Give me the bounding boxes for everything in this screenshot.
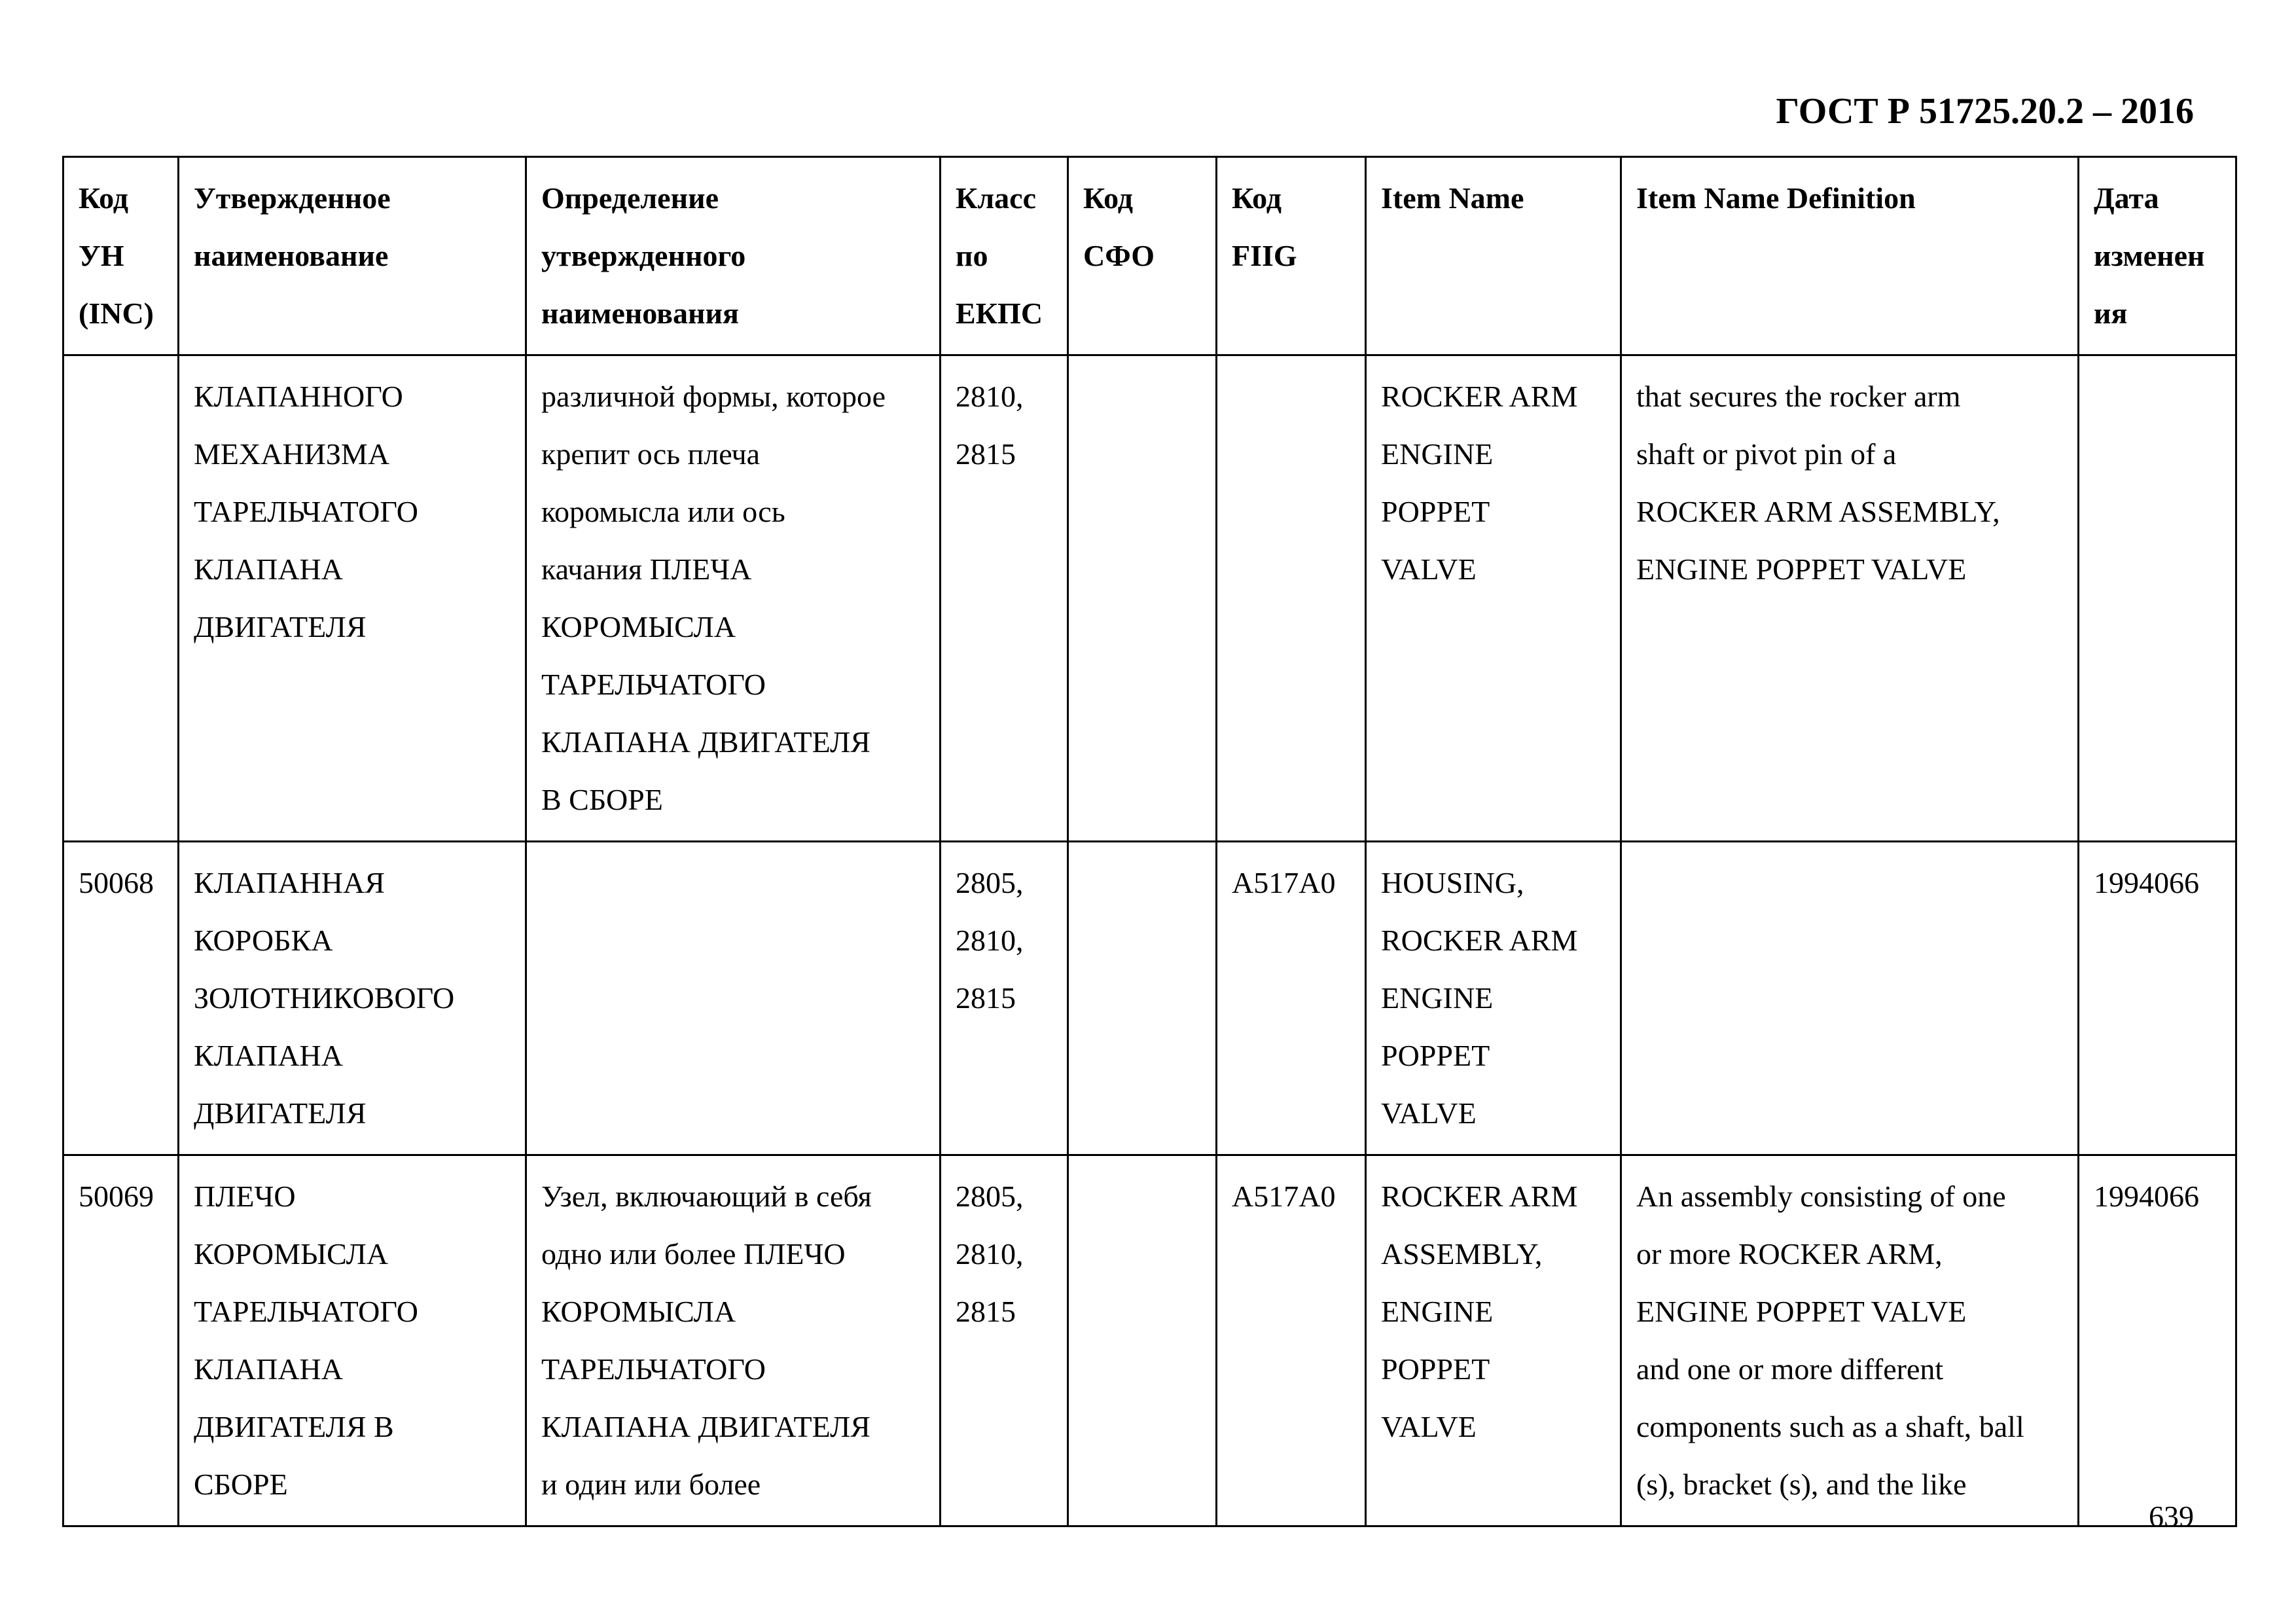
cell-item-name-definition: An assembly consisting of one or more ROCKER ARM, ENGINE POPPET VALVE and one or more different components such as a shaft, ball (s), bracket (s), and the like — [1621, 1155, 2079, 1526]
table-row — [63, 1155, 2236, 1526]
cell-item-name: ROCKER ARM ASSEMBLY, ENGINE POPPET VALVE — [1366, 1155, 1621, 1526]
cell-approved-name: ПЛЕЧО КОРОМЫСЛА ТАРЕЛЬЧАТОГО КЛАПАНА ДВИГАТЕЛЯ В СБОРЕ — [179, 1155, 526, 1526]
page-number: 639 — [2149, 1500, 2194, 1533]
cell-inc: 50069 — [63, 1155, 179, 1526]
cell-class: 2805, 2810, 2815 — [941, 1155, 1068, 1526]
column-header-class: Класс по ЕКПС — [941, 157, 1068, 355]
cell-change-date: 1994066 — [2079, 1155, 2236, 1526]
cell-class: 2810, 2815 — [941, 355, 1068, 842]
cell-approved-name: КЛАПАННОГО МЕХАНИЗМА ТАРЕЛЬЧАТОГО КЛАПАНА ДВИГАТЕЛЯ — [179, 355, 526, 842]
document-id-header: ГОСТ Р 51725.20.2 – 2016 — [1776, 91, 2194, 132]
cell-change-date: 1994066 — [2079, 842, 2236, 1155]
column-header-name-definition: Определение утвержденного наименования — [526, 157, 941, 355]
column-header-fiig-code: Код FIIG — [1217, 157, 1366, 355]
cell-fiig-code — [1217, 355, 1366, 842]
table-header-row — [63, 157, 2236, 355]
cell-sfo-code — [1068, 1155, 1217, 1526]
table-row — [63, 842, 2236, 1155]
cell-item-name-definition — [1621, 842, 2079, 1155]
cell-fiig-code: A517A0 — [1217, 842, 1366, 1155]
cell-approved-name: КЛАПАННАЯ КОРОБКА ЗОЛОТНИКОВОГО КЛАПАНА ДВИГАТЕЛЯ — [179, 842, 526, 1155]
cell-item-name: HOUSING, ROCKER ARM ENGINE POPPET VALVE — [1366, 842, 1621, 1155]
column-header-change-date: Дата изменен ия — [2079, 157, 2236, 355]
cell-item-name-definition: that secures the rocker arm shaft or pivot pin of a ROCKER ARM ASSEMBLY, ENGINE POPPET VALVE — [1621, 355, 2079, 842]
cell-name-definition: различной формы, которое крепит ось плеча коромысла или ось качания ПЛЕЧА КОРОМЫСЛА ТАРЕЛЬЧАТОГО КЛАПАНА ДВИГАТЕЛЯ В СБОРЕ — [526, 355, 941, 842]
cell-inc — [63, 355, 179, 842]
cell-name-definition — [526, 842, 941, 1155]
column-header-approved-name: Утвержденное наименование — [179, 157, 526, 355]
column-header-inc: Код УН (INC) — [63, 157, 179, 355]
catalog-table — [62, 156, 2237, 1527]
cell-name-definition: Узел, включающий в себя одно или более ПЛЕЧО КОРОМЫСЛА ТАРЕЛЬЧАТОГО КЛАПАНА ДВИГАТЕЛЯ и один или более — [526, 1155, 941, 1526]
column-header-sfo-code: Код СФО — [1068, 157, 1217, 355]
cell-inc: 50068 — [63, 842, 179, 1155]
cell-sfo-code — [1068, 355, 1217, 842]
cell-sfo-code — [1068, 842, 1217, 1155]
cell-change-date — [2079, 355, 2236, 842]
cell-class: 2805, 2810, 2815 — [941, 842, 1068, 1155]
cell-item-name: ROCKER ARM ENGINE POPPET VALVE — [1366, 355, 1621, 842]
table-row — [63, 355, 2236, 842]
cell-fiig-code: A517A0 — [1217, 1155, 1366, 1526]
column-header-item-name-definition: Item Name Definition — [1621, 157, 2079, 355]
column-header-item-name: Item Name — [1366, 157, 1621, 355]
